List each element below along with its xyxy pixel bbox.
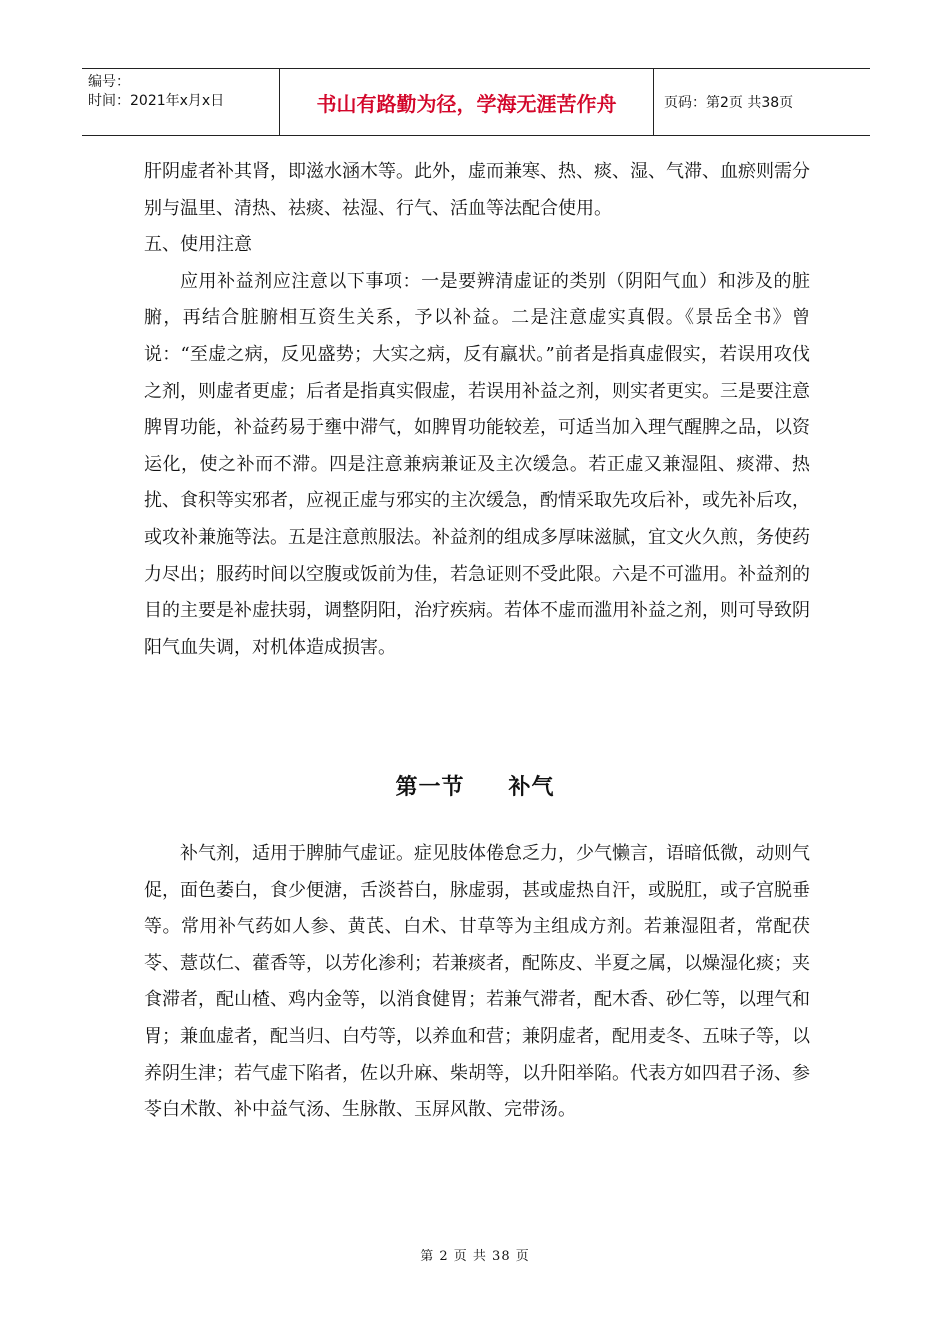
header-motto: 书山有路勤为径，学海无涯苦作舟 xyxy=(280,69,654,135)
section-title-number: 第一节 xyxy=(395,775,465,800)
section-title xyxy=(0,770,950,801)
section-heading-usage-notes: 五、使用注意 xyxy=(144,234,252,256)
page-footer: 第 2 页 共 38 页 xyxy=(420,1249,530,1264)
page-header xyxy=(82,68,870,136)
body-text-bottom xyxy=(144,836,810,1129)
paragraph-continuation: 肝阴虚者补其肾，即滋水涵木等。此外，虚而兼寒、热、痰、湿、气滞、血瘀则需分别与温里、清热、祛痰、祛湿、行气、活血等法配合使用。 xyxy=(144,161,810,219)
serial-label: 编号： xyxy=(88,74,130,90)
section-title-name: 补气 xyxy=(508,775,555,800)
paragraph-usage-notes: 应用补益剂应注意以下事项：一是要辨清虚证的类别（阴阳气血）和涉及的脏腑，再结合脏腑相互资生关系，予以补益。二是注意虚实真假。《景岳全书》曾说：“至虚之病，反见盛势；大实之病，反有羸状。”前者是指真虚假实，若误用攻伐之剂，则虚者更虚；后者是指真实假虚，若误用补益之剂，则实者更实。三是要注意脾胃功能，补益药易于壅中滞气，如脾胃功能较差，可适当加入理气醒脾之品，以资运化，使之补而不滞。四是注意兼病兼证及主次缓急。若正虚又兼湿阻、痰滞、热扰、食积等实邪者，应视正虚与邪实的主次缓急，酌情采取先攻后补，或先补后攻，或攻补兼施等法。五是注意煎服法。补益剂的组成多厚味滋腻，宜文火久煎，务使药力尽出；服药时间以空腹或饭前为佳，若急证则不受此限。六是不可滥用。补益剂的目的主要是补虚扶弱，调整阴阳，治疗疾病。若体不虚而滥用补益之剂，则可导致阴阳气血失调，对机体造成损害。 xyxy=(144,270,810,658)
time-label: 时间：2021年x月x日 xyxy=(88,93,225,109)
body-text-top xyxy=(144,154,810,666)
header-page-info: 页码：第2页 共38页 xyxy=(664,95,794,111)
paragraph-qi-tonic: 补气剂，适用于脾肺气虚证。症见肢体倦怠乏力，少气懒言，语暗低微，动则气促，面色萎白，食少便溏，舌淡苔白，脉虚弱，甚或虚热自汗，或脱肛，或子宫脱垂等。常用补气药如人参、黄芪、白术、甘草等为主组成方剂。若兼湿阻者，常配茯苓、薏苡仁、藿香等，以芳化渗利；若兼痰者，配陈皮、半夏之属，以燥湿化痰；夹食滞者，配山楂、鸡内金等，以消食健胃；若兼气滞者，配木香、砂仁等，以理气和胃；兼血虚者，配当归、白芍等，以养血和营；兼阴虚者，配用麦冬、五味子等，以养阴生津；若气虚下陷者，佐以升麻、柴胡等，以升阳举陷。代表方如四君子汤、参苓白术散、补中益气汤、生脉散、玉屏风散、完带汤。 xyxy=(144,843,810,1121)
header-meta xyxy=(82,69,280,135)
